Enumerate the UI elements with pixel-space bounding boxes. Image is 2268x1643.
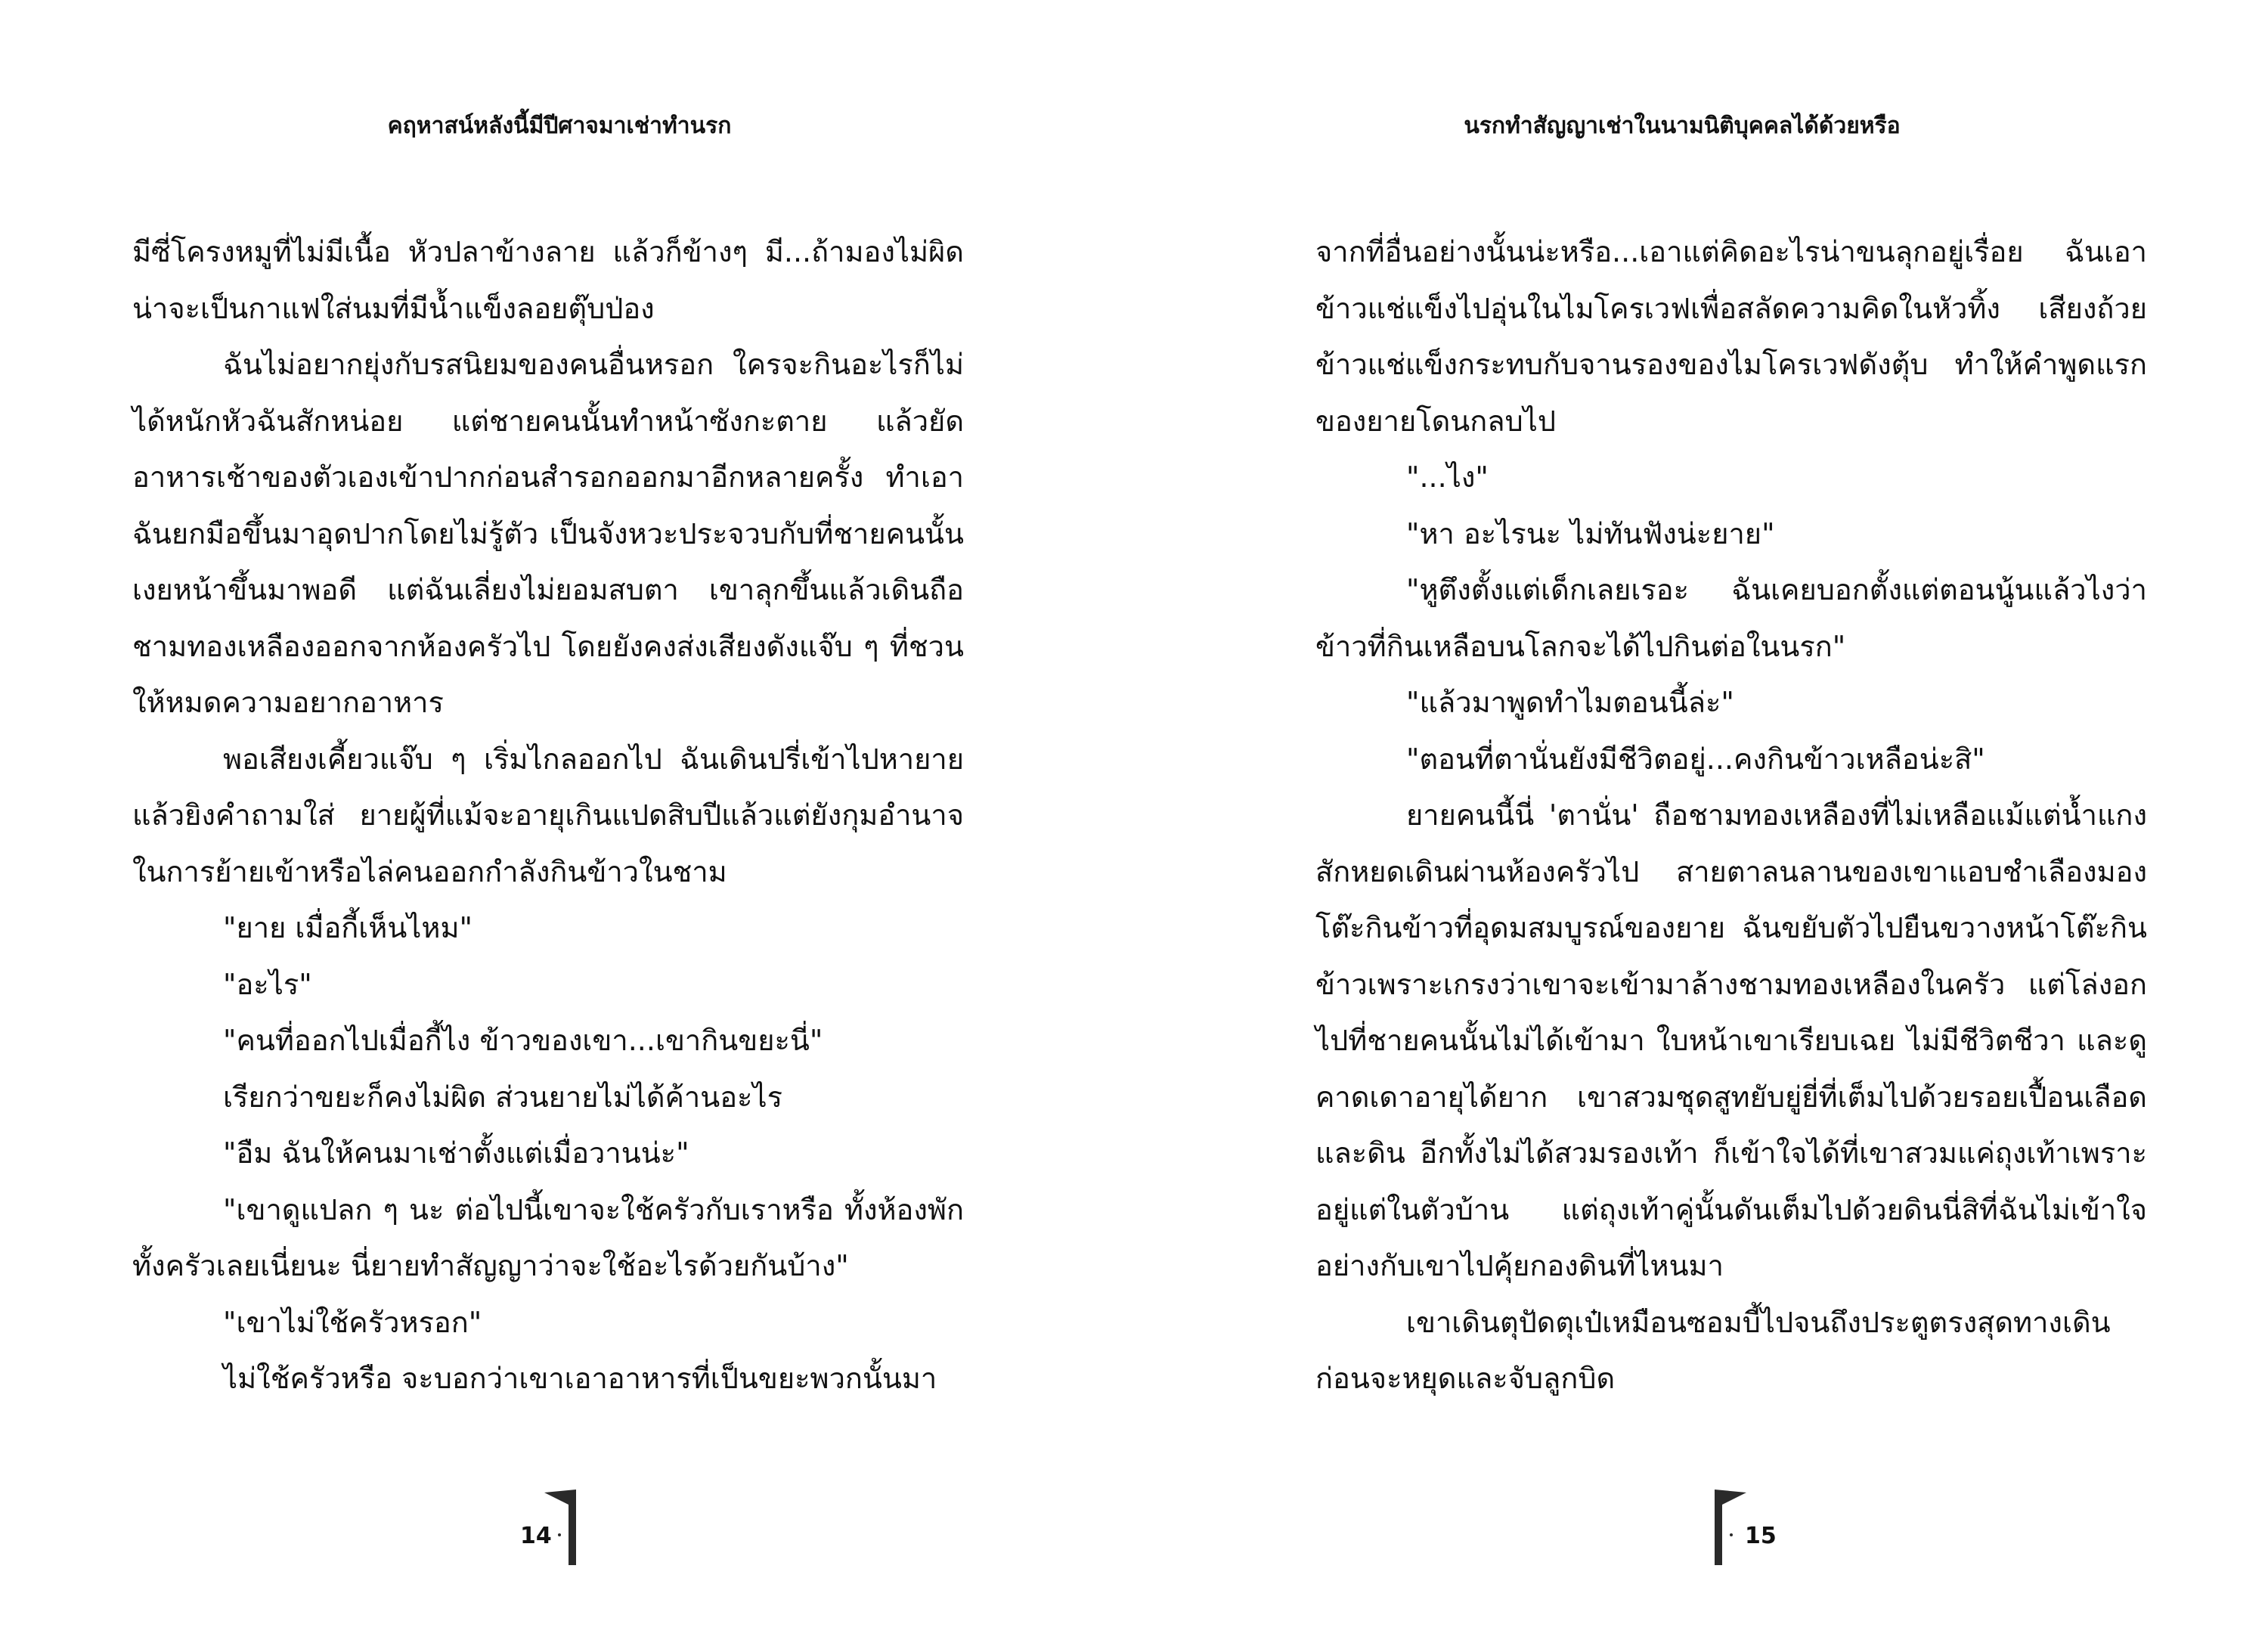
page-number-right: 15 — [1745, 1523, 1777, 1549]
paragraph: ยายคนนี้นี่ 'ตานั่น' ถือชามทองเหลืองที่ไม่เหลือแม้แต่น้ำแกงสักหยดเดินผ่านห้องครัวไป สายตาลนลานของเขาแอบชำเลืองมองโต๊ะกินข้าวที่อุดมสมบูรณ์ของยาย ฉันขยับตัวไปยืนขวางหน้าโต๊ะกินข้าวเพราะเกรงว่าเขาจะเข้ามาล้างชามทองเหลืองในครัว แต่โล่งอกไปที่ชายคนนั้นไม่ได้เข้ามา ใบหน้าเขาเรียบเฉย ไม่มีชีวิตชีวา และดูคาดเดาอายุได้ยาก เขาสวมชุดสูทยับยู่ยี่ที่เต็มไปด้วยรอยเปื้อนเลือดและดิน อีกทั้งไม่ได้สวมรองเท้า ก็เข้าใจได้ที่เขาสวมแค่ถุงเท้าเพราะอยู่แต่ในตัวบ้าน แต่ถุงเท้าคู่นั้นดันเต็มไปด้วยดินนี่สิที่ฉันไม่เข้าใจอย่างกับเขาไปคุ้ยกองดินที่ไหนมา — [1315, 798, 2147, 1282]
flag-left-icon — [543, 1490, 588, 1565]
right-page — [1134, 0, 2268, 1643]
paragraph: "หูตึงตั้งแต่เด็กเลยเรอะ ฉันเคยบอกตั้งแต่ตอนนู้นแล้วไงว่าข้าวที่กินเหลือบนโลกจะได้ไปกินต่อในนรก" — [1315, 573, 2147, 663]
paragraph: "เขาไม่ใช้ครัวหรอก" — [223, 1305, 482, 1339]
page-number-left: 14 — [520, 1523, 552, 1549]
running-head-right: นรกทำสัญญาเช่าในนามนิติบุคคลได้ด้วยหรือ — [1464, 113, 1901, 139]
paragraph: ฉันไม่อยากยุ่งกับรสนิยมของคนอื่นหรอก ใครจะกินอะไรก็ไม่ได้หนักหัวฉันสักหน่อย แต่ชายคนนั้นทำหน้าซังกะตาย แล้วยัดอาหารเช้าของตัวเองเข้าปากก่อนสำรอกออกมาอีกหลายครั้ง ทำเอาฉันยกมือขึ้นมาอุดปากโดยไม่รู้ตัว เป็นจังหวะประจวบกับที่ชายคนนั้นเงยหน้าขึ้นมาพอดี แต่ฉันเลี่ยงไม่ยอมสบตา เขาลุกขึ้นแล้วเดินถือชามทองเหลืองออกจากห้องครัวไป โดยยังคงส่งเสียงดังแจ๊บ ๆ ที่ชวนให้หมดความอยากอาหาร — [132, 348, 964, 719]
body-text-left — [132, 224, 964, 1407]
paragraph: "ตอนที่ตานั่นยังมีชีวิตอยู่...คงกินข้าวเหลือน่ะสิ" — [1406, 742, 1985, 776]
paragraph: "คนที่ออกไปเมื่อกี้ไง ข้าวของเขา...เขากินขยะนี่" — [223, 1024, 823, 1057]
body-text-right — [1315, 224, 2147, 1407]
paragraph: "หา อะไรนะ ไม่ทันฟังน่ะยาย" — [1406, 516, 1775, 550]
paragraph: "แล้วมาพูดทำไมตอนนี้ล่ะ" — [1406, 686, 1734, 719]
paragraph: มีซี่โครงหมูที่ไม่มีเนื้อ หัวปลาข้างลาย แล้วก็ข้างๆ มี...ถ้ามองไม่ผิดน่าจะเป็นกาแฟใส่นมที่มีน้ำแข็งลอยตุ๊บป่อง — [132, 235, 964, 325]
paragraph: "...ไง" — [1406, 460, 1489, 494]
paragraph: "อะไร" — [223, 967, 312, 1001]
paragraph: เรียกว่าขยะก็คงไม่ผิด ส่วนยายไม่ได้ค้านอะไร — [223, 1080, 782, 1114]
paragraph: พอเสียงเคี้ยวแจ๊บ ๆ เริ่มไกลออกไป ฉันเดินปรี่เข้าไปหายายแล้วยิงคำถามใส่ ยายผู้ที่แม้จะอายุเกินแปดสิบปีแล้วแต่ยังกุมอำนาจในการย้ายเข้าหรือไล่คนออกกำลังกินข้าวในชาม — [132, 742, 964, 888]
paragraph: จากที่อื่นอย่างนั้นน่ะหรือ...เอาแต่คิดอะไรน่าขนลุกอยู่เรื่อย ฉันเอาข้าวแช่แข็งไปอุ่นในไมโครเวฟเพื่อสลัดความคิดในหัวทิ้ง เสียงถ้วยข้าวแช่แข็งกระทบกับจานรองของไมโครเวฟดังตุ้บ ทำให้คำพูดแรกของยายโดนกลบไป — [1315, 235, 2147, 438]
paragraph: "อืม ฉันให้คนมาเช่าตั้งแต่เมื่อวานน่ะ" — [223, 1136, 689, 1170]
paragraph: "ยาย เมื่อกี้เห็นไหม" — [223, 911, 472, 944]
paragraph: ไม่ใช้ครัวหรือ จะบอกว่าเขาเอาอาหารที่เป็นขยะพวกนั้นมา — [223, 1362, 937, 1395]
running-head-left: คฤหาสน์หลังนี้มีปีศาจมาเช่าทำนรก — [387, 113, 732, 139]
paragraph: "เขาดูแปลก ๆ นะ ต่อไปนี้เขาจะใช้ครัวกับเราหรือ ทั้งห้องพักทั้งครัวเลยเนี่ยนะ นี่ยายทำสัญญาว่าจะใช้อะไรด้วยกันบ้าง" — [132, 1192, 964, 1282]
paragraph: เขาเดินตุปัดตุเป๋เหมือนซอมบี้ไปจนถึงประตูตรงสุดทางเดินก่อนจะหยุดและจับลูกบิด — [1315, 1305, 2111, 1395]
flag-right-icon — [1703, 1490, 1748, 1565]
